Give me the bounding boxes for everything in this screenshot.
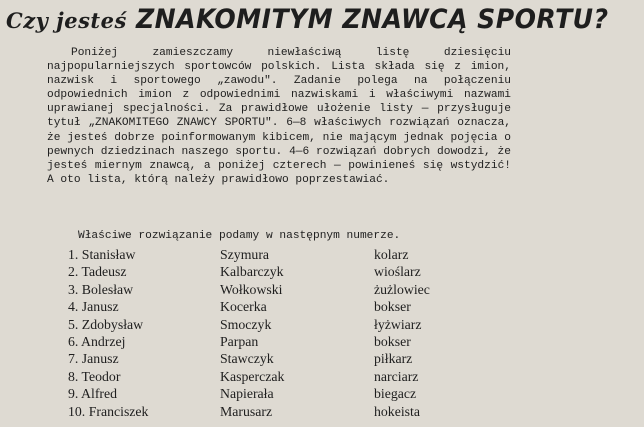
discipline: łyżwiarz <box>374 316 422 332</box>
article-body: Poniżej zamieszczamy niewłaściwą listę dziesięciu najpopularniejszych sportowców polskich. Lista składa się z imion, nazwisk i sportowego „zawodu". Zadanie polega na połączeniu odpowiednich imion z odpowiednimi nazwiskami i właściwymi nazwami uprawianej specjalności. Za prawidłowe ułożenie listy — przysługuje tytuł „ZNAKOMITEGO ZNAWCY SPORTU". 6—8 właściwych rozwiązań oznacza, że jesteś dobrze poinformowanym kibicem, nie mającym jednak pojęcia o pewnych dziedzinach naszego sportu. 4—6 rozwiązań dobrych dowodzi, że jesteś miernym znawcą, a poniżej czterech — powinieneś się wstydzić! A oto lista, którą należy prawidłowo poprzestawiać. <box>47 47 511 186</box>
first-name: 7. Janusz <box>68 351 119 367</box>
list-item <box>68 369 528 386</box>
surname: Kalbarczyk <box>220 264 284 280</box>
surname: Kocerka <box>220 299 267 315</box>
surname: Stawczyk <box>220 351 274 367</box>
discipline: piłkarz <box>374 351 413 367</box>
first-name: 6. Andrzej <box>68 333 126 349</box>
discipline: kolarz <box>374 247 409 262</box>
surname: Wołkowski <box>220 281 283 297</box>
headline-main: ZNAKOMITYM ZNAWCĄ SPORTU? <box>135 4 609 35</box>
surname: Smoczyk <box>220 316 272 332</box>
first-name: 5. Zdobysław <box>68 316 144 332</box>
answer-note: Właściwe rozwiązanie podamy w następnym numerze. <box>78 230 401 242</box>
surname: Napierała <box>220 386 274 402</box>
discipline: biegacz <box>374 386 417 402</box>
list-item <box>68 351 528 368</box>
first-name: 3. Bolesław <box>68 281 134 297</box>
list-item <box>68 264 528 281</box>
discipline: narciarz <box>374 368 419 384</box>
first-name: 8. Teodor <box>68 368 121 384</box>
first-name: 9. Alfred <box>68 386 118 402</box>
list-item <box>68 282 528 299</box>
list-item <box>68 299 528 316</box>
athlete-list <box>68 247 528 421</box>
first-name: 4. Janusz <box>68 299 119 315</box>
surname: Szymura <box>220 247 270 262</box>
list-item <box>68 247 528 264</box>
surname: Kasperczak <box>220 368 285 384</box>
headline-lead: Czy jesteś <box>6 8 127 33</box>
first-name: 2. Tadeusz <box>68 264 127 280</box>
surname: Marusarz <box>220 403 273 419</box>
headline <box>6 4 609 44</box>
discipline: wioślarz <box>374 264 421 280</box>
surname: Parpan <box>220 333 259 349</box>
list-item <box>68 317 528 334</box>
list-item <box>68 386 528 403</box>
discipline: bokser <box>374 299 411 315</box>
first-name: 1. Stanisław <box>68 247 136 262</box>
discipline: hokeista <box>374 403 420 419</box>
list-item <box>68 404 528 421</box>
discipline: bokser <box>374 333 411 349</box>
list-item <box>68 334 528 351</box>
first-name: 10. Franciszek <box>68 403 149 419</box>
discipline: żużlowiec <box>374 281 430 297</box>
